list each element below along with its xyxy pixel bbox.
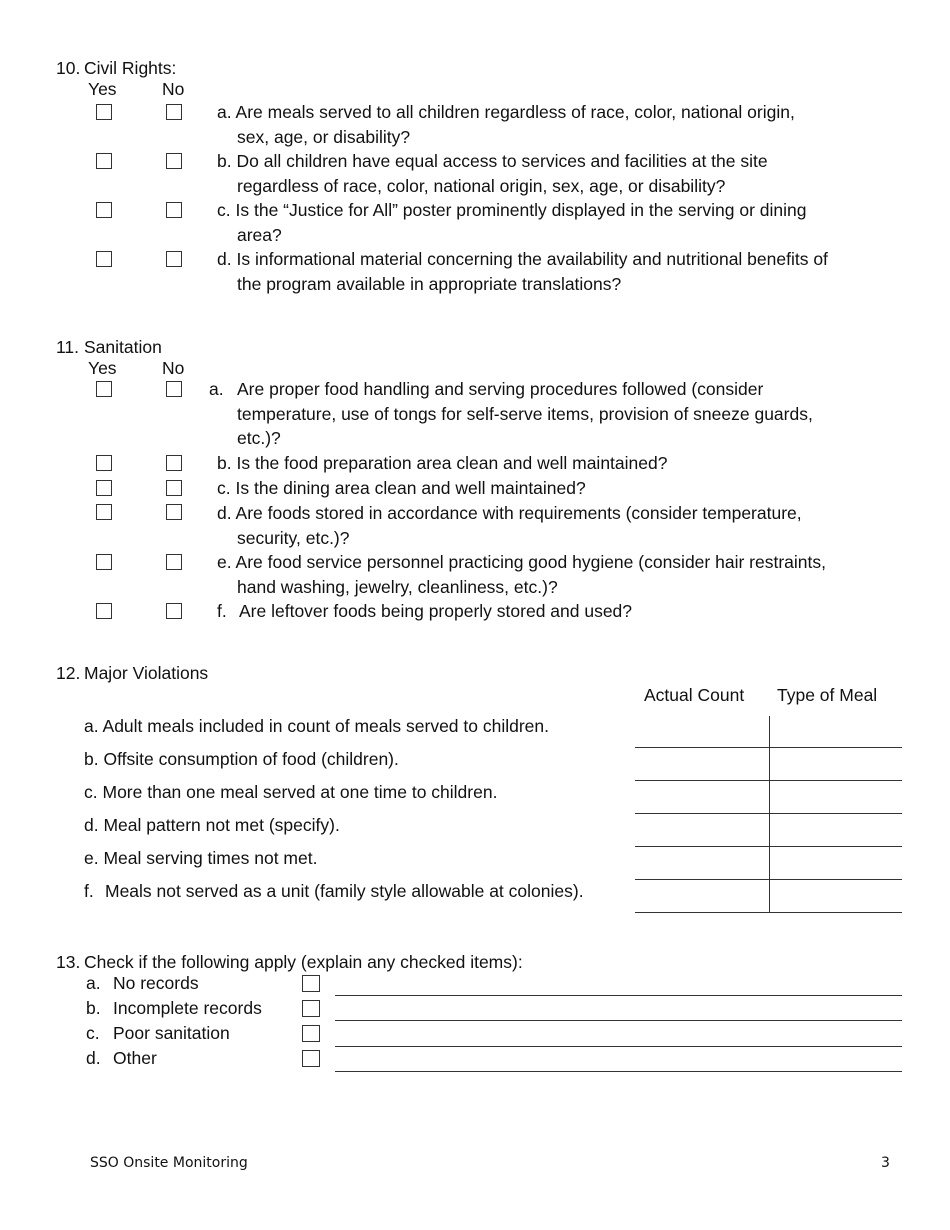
question-label: b.	[217, 151, 232, 171]
section-10a-yes-checkbox[interactable]	[96, 104, 112, 120]
question-text-line1: Is the food preparation area clean and well maintained?	[236, 453, 668, 473]
apply-item-d-explanation-line[interactable]	[335, 1071, 902, 1072]
footer-title: SSO Onsite Monitoring	[90, 1155, 248, 1171]
apply-item-a-label: a.	[86, 973, 101, 993]
apply-item-d-text: Other	[113, 1048, 157, 1068]
section-10b-question	[217, 149, 768, 198]
section-11a-no-checkbox[interactable]	[166, 381, 182, 397]
question-text-line1: Is the “Justice for All” poster prominently displayed in the serving or dining	[235, 200, 807, 220]
section-11b-no-checkbox[interactable]	[166, 455, 182, 471]
section-11e-no-checkbox[interactable]	[166, 554, 182, 570]
question-text-line2: regardless of race, color, national origin, sex, age, or disability?	[237, 175, 726, 196]
type-of-meal-header: Type of Meal	[777, 685, 878, 705]
question-label: c.	[217, 200, 231, 220]
question-text-line2: area?	[237, 224, 282, 245]
section-11d-no-checkbox[interactable]	[166, 504, 182, 520]
apply-item-c-label: c.	[86, 1023, 100, 1043]
question-label: c.	[217, 478, 231, 498]
actual-count-input-f[interactable]	[636, 881, 768, 911]
question-label: f.	[217, 601, 227, 621]
apply-item-d-label: d.	[86, 1048, 101, 1068]
question-label: e.	[217, 552, 232, 572]
violations-grid-line	[635, 912, 902, 913]
section-11f-yes-checkbox[interactable]	[96, 603, 112, 619]
violation-text: Meal serving times not met.	[103, 848, 318, 868]
actual-count-input-d[interactable]	[636, 815, 768, 845]
section-11d-yes-checkbox[interactable]	[96, 504, 112, 520]
section-13-heading: Check if the following apply (explain any checked items):	[84, 952, 523, 972]
actual-count-input-a[interactable]	[636, 716, 768, 746]
page-number: 3	[881, 1155, 890, 1171]
section-11f-no-checkbox[interactable]	[166, 603, 182, 619]
question-text-line1: Are foods stored in accordance with requirements (consider temperature,	[235, 503, 802, 523]
violations-grid-line	[635, 780, 902, 781]
question-text-line1: Is informational material concerning the availability and nutritional benefits of	[236, 249, 828, 269]
violation-label: c.	[84, 782, 98, 802]
question-label: d.	[217, 249, 232, 269]
section-10a-no-checkbox[interactable]	[166, 104, 182, 120]
violation-text: More than one meal served at one time to children.	[102, 782, 498, 802]
section-11-yes-header: Yes	[88, 358, 117, 378]
section-10b-yes-checkbox[interactable]	[96, 153, 112, 169]
apply-item-a-checkbox[interactable]	[302, 975, 320, 992]
section-11c-no-checkbox[interactable]	[166, 480, 182, 496]
section-11a-yes-checkbox[interactable]	[96, 381, 112, 397]
actual-count-input-c[interactable]	[636, 782, 768, 812]
section-11d-question	[217, 501, 802, 550]
violation-text: Meals not served as a unit (family style allowable at colonies).	[105, 881, 584, 901]
section-11e-yes-checkbox[interactable]	[96, 554, 112, 570]
violation-label: d.	[84, 815, 99, 835]
apply-item-b-label: b.	[86, 998, 101, 1018]
section-10d-no-checkbox[interactable]	[166, 251, 182, 267]
type-of-meal-input-a[interactable]	[771, 716, 901, 746]
question-label: d.	[217, 503, 232, 523]
apply-item-b-explanation-line[interactable]	[335, 1020, 902, 1021]
actual-count-header: Actual Count	[644, 685, 745, 705]
type-of-meal-input-c[interactable]	[771, 782, 901, 812]
section-11b-question	[217, 451, 667, 476]
section-10d-question	[217, 247, 828, 296]
apply-item-a-explanation-line[interactable]	[335, 995, 902, 996]
section-10c-yes-checkbox[interactable]	[96, 202, 112, 218]
violation-label: b.	[84, 749, 99, 769]
question-label: a.	[217, 102, 232, 122]
actual-count-input-e[interactable]	[636, 848, 768, 878]
question-text-line1: Do all children have equal access to services and facilities at the site	[236, 151, 768, 171]
question-label: b.	[217, 453, 232, 473]
violation-row-c	[84, 780, 497, 805]
question-text-line2: the program available in appropriate translations?	[237, 273, 622, 294]
question-text-line2: temperature, use of tongs for self-serve items, provision of sneeze guards,	[237, 403, 813, 424]
question-text-line2: security, etc.)?	[237, 527, 350, 548]
question-text-line2: sex, age, or disability?	[237, 126, 411, 147]
section-12-number: 12.	[56, 663, 81, 683]
section-12-heading: Major Violations	[84, 663, 209, 683]
section-10c-question	[217, 198, 806, 247]
question-text-line3: etc.)?	[237, 428, 281, 449]
question-text-line1: Are proper food handling and serving procedures followed (consider	[237, 379, 764, 399]
section-10a-question	[217, 100, 795, 149]
question-text-line1: Are food service personnel practicing good hygiene (consider hair restraints,	[235, 552, 826, 572]
actual-count-input-b[interactable]	[636, 749, 768, 779]
violation-row-f	[84, 879, 584, 904]
type-of-meal-input-b[interactable]	[771, 749, 901, 779]
violations-grid-divider	[769, 716, 770, 913]
section-11b-yes-checkbox[interactable]	[96, 455, 112, 471]
section-11-number: 11.	[56, 337, 80, 357]
question-text-line1: Is the dining area clean and well maintained?	[235, 478, 586, 498]
type-of-meal-input-e[interactable]	[771, 848, 901, 878]
type-of-meal-input-f[interactable]	[771, 881, 901, 911]
violation-label: a.	[84, 716, 99, 736]
section-11a-question	[209, 377, 813, 451]
violation-row-b	[84, 747, 399, 772]
question-label: a.	[209, 379, 224, 399]
violation-label: e.	[84, 848, 99, 868]
question-text-line1: Are meals served to all children regardless of race, color, national origin,	[235, 102, 795, 122]
violation-row-a	[84, 714, 549, 739]
section-10-heading: Civil Rights:	[84, 58, 177, 78]
section-13-number: 13.	[56, 952, 81, 972]
question-text-line2: hand washing, jewelry, cleanliness, etc.)?	[237, 576, 558, 597]
violation-row-e	[84, 846, 317, 871]
section-11-no-header: No	[162, 358, 185, 378]
apply-item-d-checkbox[interactable]	[302, 1050, 320, 1067]
question-text-line1: Are leftover foods being properly stored and used?	[239, 601, 633, 621]
section-10-number: 10.	[56, 58, 81, 78]
apply-item-b-text: Incomplete records	[113, 998, 262, 1018]
violation-row-d	[84, 813, 340, 838]
apply-item-b-checkbox[interactable]	[302, 1000, 320, 1017]
section-10c-no-checkbox[interactable]	[166, 202, 182, 218]
violation-text: Adult meals included in count of meals served to children.	[102, 716, 550, 736]
section-11c-yes-checkbox[interactable]	[96, 480, 112, 496]
violations-grid-line	[635, 813, 902, 814]
section-11f-question	[217, 599, 632, 624]
type-of-meal-input-d[interactable]	[771, 815, 901, 845]
section-11-heading: Sanitation	[84, 337, 162, 357]
violation-text: Offsite consumption of food (children).	[103, 749, 399, 769]
section-11e-question	[217, 550, 826, 599]
apply-item-c-text: Poor sanitation	[113, 1023, 230, 1043]
apply-item-c-checkbox[interactable]	[302, 1025, 320, 1042]
apply-item-a-text: No records	[113, 973, 199, 993]
violation-text: Meal pattern not met (specify).	[103, 815, 340, 835]
violations-grid-line	[635, 747, 902, 748]
violation-label: f.	[84, 881, 94, 901]
violations-grid-line	[635, 846, 902, 847]
violations-grid-line	[635, 879, 902, 880]
section-11c-question	[217, 476, 586, 501]
section-10-no-header: No	[162, 79, 185, 99]
apply-item-c-explanation-line[interactable]	[335, 1046, 902, 1047]
section-10d-yes-checkbox[interactable]	[96, 251, 112, 267]
section-10b-no-checkbox[interactable]	[166, 153, 182, 169]
section-10-yes-header: Yes	[88, 79, 117, 99]
